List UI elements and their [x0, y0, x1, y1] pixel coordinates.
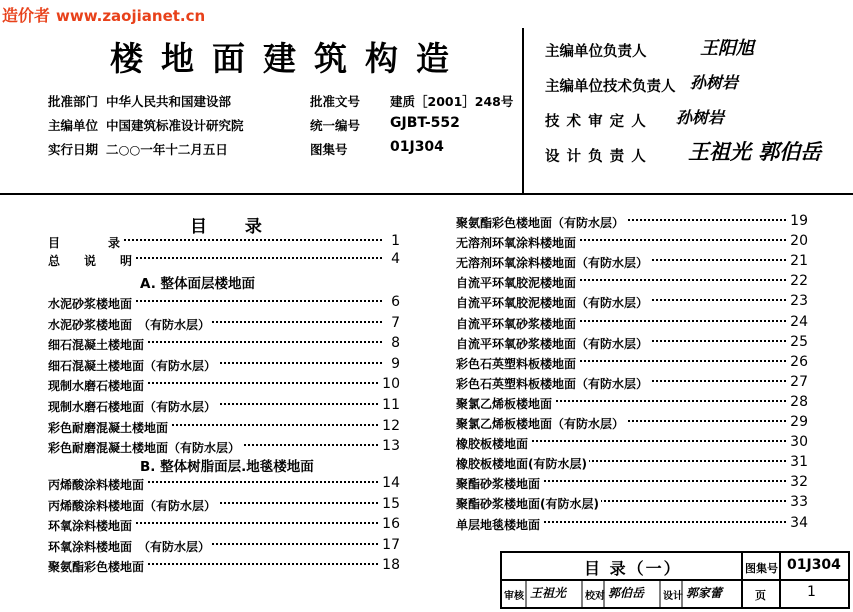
toc-row[interactable] — [48, 377, 400, 395]
toc-row[interactable] — [48, 419, 400, 437]
page-number: 1 — [807, 584, 816, 600]
toc-row-label: 自流平环氧砂浆楼地面（有防水层） — [456, 336, 649, 351]
meta-label-editor-unit: 主编单位 — [48, 118, 99, 133]
toc-row-label: 聚氨酯彩色楼地面（有防水层） — [456, 216, 625, 230]
toc-row-page: 27 — [790, 373, 808, 390]
toc-row-page: 10 — [382, 376, 400, 393]
toc-row-page: 21 — [790, 253, 808, 270]
toc-row-label: 彩色耐磨混凝土楼地面 — [48, 420, 169, 435]
site-watermark — [2, 3, 205, 26]
toc-row-page: 12 — [382, 417, 400, 434]
toc-row[interactable] — [48, 357, 400, 375]
toc-row[interactable] — [456, 355, 808, 373]
toc-row-page: 20 — [790, 233, 808, 250]
toc-row-label: 聚酯砂浆楼地面(有防水层) — [456, 497, 599, 512]
toc-row-page: 14 — [382, 475, 400, 491]
toc-row[interactable] — [48, 252, 400, 270]
toc-row-label: 细石混凝土楼地面 — [48, 338, 145, 353]
meta-label-atlas-no: 图集号 — [310, 142, 348, 157]
toc-row-label: 彩色石英塑料板楼地面 — [456, 356, 577, 371]
toc-row[interactable] — [456, 516, 808, 534]
toc-row[interactable] — [456, 335, 808, 353]
toc-row[interactable] — [456, 455, 808, 473]
resp-role-chief-editor: 主编单位负责人 — [545, 44, 647, 60]
meta-label-unified-no: 统一编号 — [310, 118, 361, 133]
header-divider-horizontal — [0, 193, 853, 195]
toc-row-page: 32 — [790, 474, 808, 491]
toc-row[interactable] — [48, 336, 400, 354]
toc-row-label: 自流平环氧胶泥楼地面（有防水层） — [456, 296, 649, 311]
atlas-no-label: 图集号 — [745, 562, 778, 575]
toc-row-page: 6 — [391, 294, 400, 310]
toc-row-label: 目 录 — [48, 236, 121, 250]
review-signature: 王祖光 — [530, 586, 567, 600]
toc-row-page: 13 — [382, 438, 400, 455]
toc-row[interactable] — [48, 316, 400, 334]
toc-row-label: 环氧涂料楼地面 — [48, 519, 133, 534]
check-signature: 郭伯岳 — [608, 586, 645, 600]
toc-row-label: 环氧涂料楼地面 （有防水层） — [48, 539, 211, 554]
toc-row-label: 单层地毯楼地面 — [456, 517, 541, 532]
toc-row-page: 23 — [790, 293, 808, 310]
toc-title: 目 录 — [190, 217, 278, 237]
toc-row-label: 聚氯乙烯板楼地面 — [456, 396, 553, 411]
title-block — [500, 551, 850, 609]
toc-row[interactable] — [48, 558, 400, 576]
document-title: 楼地面建筑构造 — [110, 39, 467, 78]
toc-row-page: 29 — [790, 414, 808, 430]
meta-label-effective-date: 实行日期 — [48, 142, 99, 157]
signature-tech-lead: 孙树岩 — [690, 73, 739, 92]
section-b-heading: B. 整体树脂面层.地毯楼地面 — [140, 459, 314, 475]
toc-row-label: 聚氯乙烯板楼地面（有防水层） — [456, 417, 625, 431]
signature-design-lead: 王祖光 郭伯岳 — [688, 139, 822, 164]
signature-chief-editor: 王阳旭 — [700, 38, 754, 59]
page-label: 页 — [755, 589, 766, 602]
toc-row[interactable] — [456, 395, 808, 413]
toc-row-page: 34 — [790, 514, 808, 531]
atlas-no-value: 01J304 — [787, 557, 841, 573]
toc-row-label: 细石混凝土楼地面（有防水层） — [48, 358, 217, 373]
toc-row-label: 彩色石英塑料板楼地面（有防水层） — [456, 376, 649, 391]
toc-row-label: 现制水磨石楼地面 — [48, 379, 145, 394]
toc-row[interactable] — [48, 398, 400, 416]
header-divider-vertical — [522, 28, 524, 193]
toc-row[interactable] — [456, 294, 808, 312]
toc-row-page: 30 — [790, 434, 808, 451]
toc-row-page: 22 — [790, 273, 808, 290]
toc-row[interactable] — [48, 234, 400, 252]
toc-row-page: 28 — [790, 393, 808, 410]
toc-row-page: 16 — [382, 516, 400, 533]
toc-row-page: 26 — [790, 353, 808, 370]
review-label: 审核 — [504, 591, 524, 602]
toc-row-label: 橡胶板楼地面(有防水层) — [456, 457, 587, 472]
toc-row-page: 25 — [790, 333, 808, 350]
watermark-url: www.zaojianet.cn — [56, 7, 206, 25]
toc-row[interactable] — [456, 254, 808, 272]
toc-row-page: 15 — [382, 495, 400, 512]
toc-row[interactable] — [48, 497, 400, 515]
toc-row[interactable] — [48, 538, 400, 556]
toc-row-page: 1 — [391, 233, 400, 249]
toc-row[interactable] — [456, 234, 808, 252]
toc-row-label: 自流平环氧胶泥楼地面 — [456, 276, 577, 291]
meta-value-unified-no: GJBT-552 — [390, 115, 460, 131]
toc-row-label: 现制水磨石楼地面（有防水层） — [48, 400, 217, 414]
toc-row[interactable] — [48, 476, 400, 494]
toc-row[interactable] — [456, 274, 808, 292]
toc-row[interactable] — [456, 415, 808, 433]
toc-row-label: 水泥砂浆楼地面 — [48, 297, 133, 311]
meta-value-approval-no: 建质［2001］248号 — [390, 94, 514, 109]
meta-value-atlas-no: 01J304 — [390, 139, 444, 155]
toc-row-label: 聚氨酯彩色楼地面 — [48, 560, 145, 575]
toc-row-page: 24 — [790, 313, 808, 330]
toc-row[interactable] — [48, 517, 400, 535]
toc-row-page: 9 — [391, 355, 400, 372]
toc-row-page: 31 — [790, 454, 808, 471]
section-a-heading: A. 整体面层楼地面 — [140, 276, 256, 292]
design-label: 设计 — [663, 591, 683, 602]
toc-row[interactable] — [456, 435, 808, 453]
toc-row-label: 水泥砂浆楼地面 （有防水层） — [48, 317, 211, 332]
toc-row[interactable] — [456, 315, 808, 333]
toc-row-page: 8 — [391, 335, 400, 352]
toc-row[interactable] — [456, 475, 808, 493]
toc-row-label: 无溶剂环氧涂料楼地面（有防水层） — [456, 256, 649, 271]
toc-row-label: 丙烯酸涂料楼地面（有防水层） — [48, 498, 217, 513]
design-signature: 郭家蕾 — [686, 586, 723, 600]
check-label: 校对 — [585, 591, 605, 602]
toc-row[interactable] — [48, 295, 400, 313]
toc-row-label: 橡胶板楼地面 — [456, 437, 529, 452]
toc-row-label: 自流平环氧砂浆楼地面 — [456, 316, 577, 331]
toc-row-label: 无溶剂环氧涂料楼地面 — [456, 236, 577, 251]
meta-value-approval-dept: 中华人民共和国建设部 — [106, 94, 232, 109]
meta-label-approval-no: 批准文号 — [310, 94, 361, 109]
toc-row-page: 7 — [391, 314, 400, 331]
toc-row[interactable] — [456, 495, 808, 513]
meta-value-effective-date: 二○○一年十二月五日 — [106, 142, 228, 157]
toc-row-label: 聚酯砂浆楼地面 — [456, 477, 541, 492]
signature-tech-review: 孙树岩 — [676, 108, 725, 127]
toc-row-label: 彩色耐磨混凝土楼地面（有防水层） — [48, 441, 241, 456]
resp-role-tech-review: 技 术 审 定 人 — [545, 114, 647, 130]
toc-row-page: 33 — [790, 494, 808, 511]
toc-row[interactable] — [456, 375, 808, 393]
drawing-title: 目 录（一） — [584, 559, 682, 578]
toc-row-page: 19 — [790, 213, 808, 229]
toc-row-page: 18 — [382, 557, 400, 574]
resp-role-tech-lead: 主编单位技术负责人 — [545, 79, 676, 95]
toc-row-page: 4 — [391, 251, 400, 267]
toc-row-page: 11 — [382, 397, 400, 413]
toc-row-label: 总 说 明 — [48, 254, 133, 268]
resp-role-design-lead: 设 计 负 责 人 — [545, 149, 647, 165]
watermark-brand: 造价者 — [2, 6, 51, 25]
meta-value-editor-unit: 中国建筑标准设计研究院 — [106, 118, 244, 133]
toc-row-page: 17 — [382, 536, 400, 553]
toc-row[interactable] — [456, 214, 808, 232]
toc-row-label: 丙烯酸涂料楼地面 — [48, 478, 145, 492]
meta-label-approval-dept: 批准部门 — [48, 94, 99, 109]
